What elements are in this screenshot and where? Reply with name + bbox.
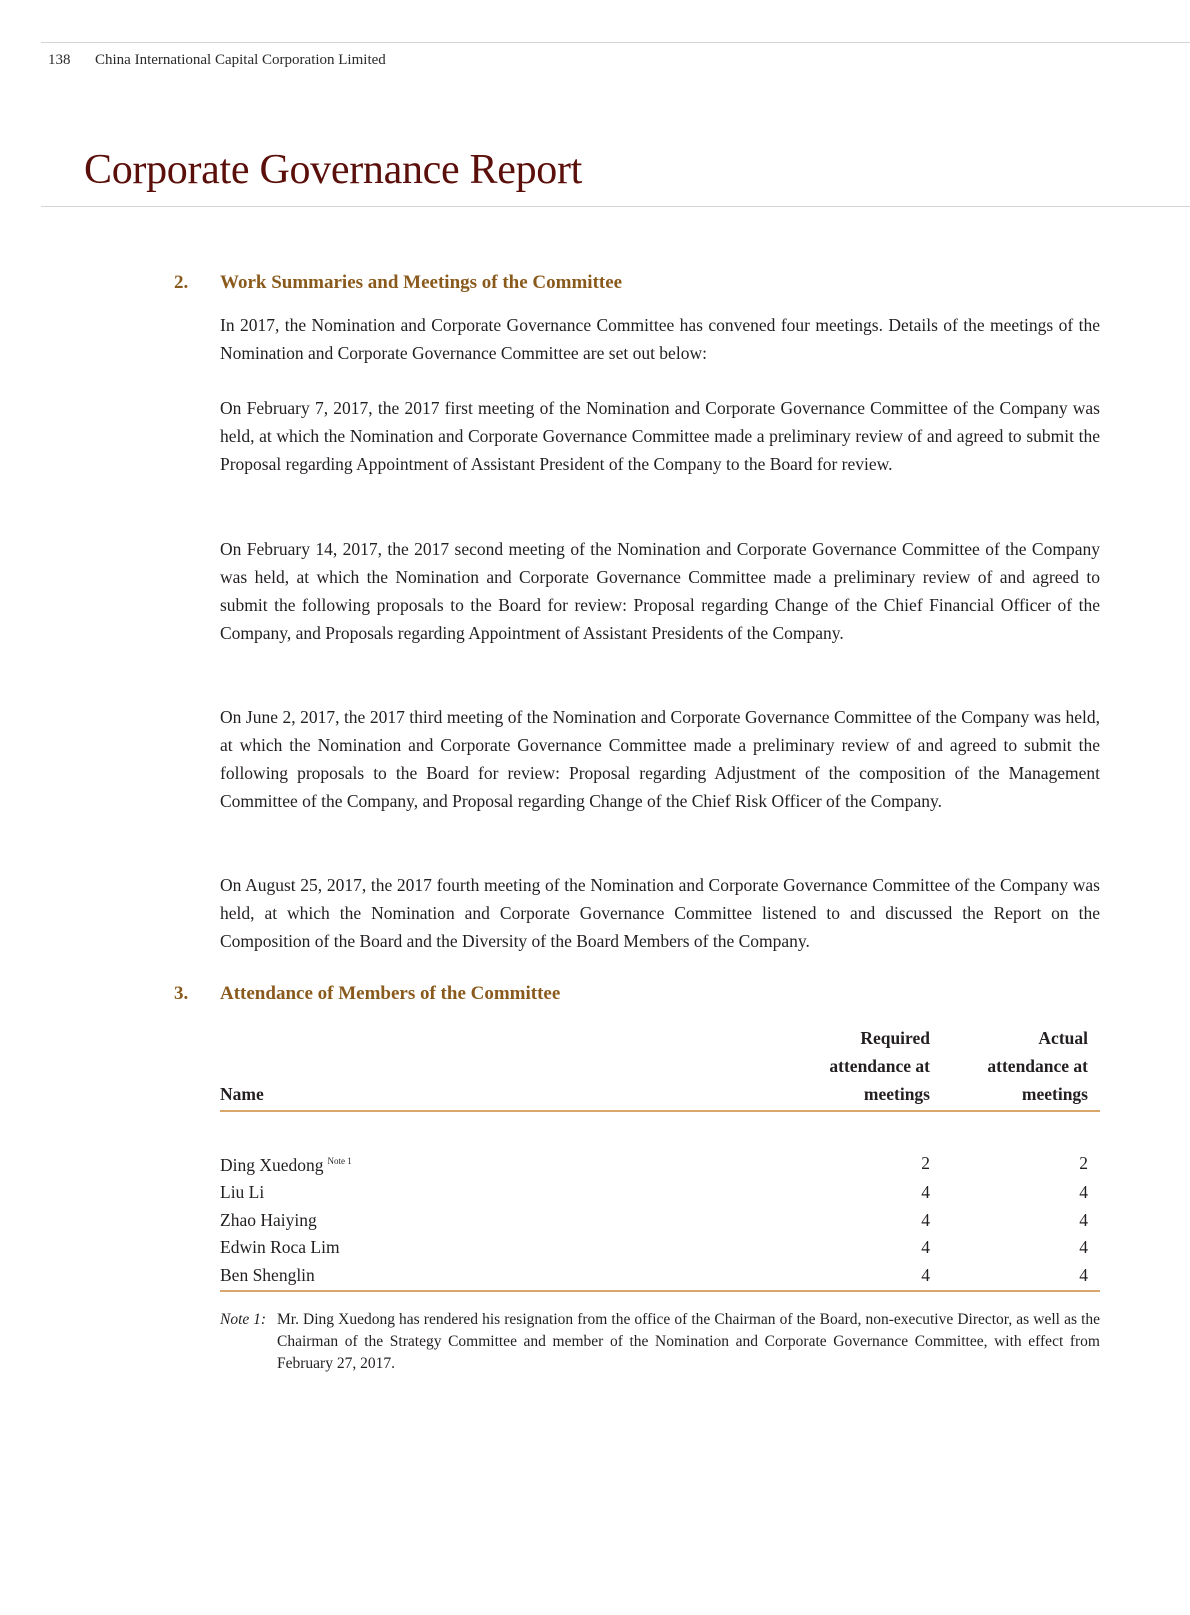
- actual-attendance: 2: [1079, 1152, 1088, 1173]
- member-name: Ding Xuedong $^{Note 1}$: [220, 1154, 352, 1175]
- required-attendance: 4: [921, 1209, 930, 1230]
- footnote-label: Note 1:: [220, 1311, 267, 1328]
- note-reference: Note 1: [327, 1156, 352, 1166]
- table-header-row: [220, 1024, 1100, 1111]
- table-row: [220, 1262, 1100, 1292]
- required-attendance: 4: [800, 1262, 930, 1292]
- required-attendance: 4: [921, 1182, 930, 1203]
- table-row: [220, 1207, 1100, 1235]
- table-spacer: [220, 1111, 1100, 1148]
- actual-attendance: 4: [1079, 1182, 1088, 1203]
- meeting-paragraph-4: On August 25, 2017, the 2017 fourth meeting of the Nomination and Corporate Governance Committee of the Company was held, at which the Nomination and Corporate Governance Committee listened to and discussed the Report on the Composition of the Board and the Diversity of the Board Members of the Company.: [220, 875, 1100, 951]
- header-required-attendance: [800, 1024, 930, 1111]
- section-2-title: Work Summaries and Meetings of the Committee: [220, 272, 623, 293]
- header-actual-line-1: Actual: [1038, 1028, 1088, 1048]
- header-required-line-3: meetings: [863, 1084, 930, 1104]
- table-row: [220, 1234, 1100, 1262]
- page-number: 138: [48, 52, 71, 68]
- header-actual-line-3: meetings: [1021, 1084, 1088, 1104]
- footnote-text: Mr. Ding Xuedong has rendered his resignation from the office of the Chairman of the Board, non-executive Director, as well as the Chairman of the Strategy Committee and member of the Nomination and Corporate Governance Committee, with effect from February 27, 2017.: [277, 1311, 1100, 1372]
- required-attendance: 4: [921, 1237, 930, 1258]
- member-name: Ben Shenglin: [220, 1262, 800, 1292]
- table-row: [220, 1179, 1100, 1207]
- page-title: Corporate Governance Report: [84, 147, 583, 193]
- actual-attendance: 4: [930, 1262, 1100, 1292]
- required-attendance: 2: [921, 1152, 930, 1173]
- header-actual-attendance: [930, 1024, 1100, 1111]
- table-row: [220, 1148, 1100, 1179]
- section-3-title: Attendance of Members of the Committee: [220, 983, 561, 1004]
- section-3-number: 3.: [174, 983, 189, 1004]
- meeting-paragraph-2: On February 14, 2017, the 2017 second meeting of the Nomination and Corporate Governance Committee of the Company was held, at which the Nomination and Corporate Governance Committee made a preliminary review of and agreed to submit the following proposals to the Board for review: Proposal regarding Change of the Chief Financial Officer of the Company, and Proposals regarding Appointment of Assistant Presidents of the Company.: [220, 539, 1100, 643]
- section-2-heading: [174, 272, 622, 294]
- header-required-line-1: Required: [860, 1028, 930, 1048]
- section-2-intro: In 2017, the Nomination and Corporate Governance Committee has convened four meetings. Details of the meetings of the Nomination and Corporate Governance Committee are set out below:: [220, 315, 1100, 363]
- meeting-paragraph-3: On June 2, 2017, the 2017 third meeting of the Nomination and Corporate Governance Committee of the Company was held, at which the Nomination and Corporate Governance Committee made a preliminary review of and agreed to submit the following proposals to the Board for review: Proposal regarding Adjustment of the composition of the Management Committee of the Company, and Proposal regarding Change of the Chief Risk Officer of the Company.: [220, 707, 1100, 811]
- company-name: China International Capital Corporation Limited: [95, 52, 386, 68]
- actual-attendance: 4: [1079, 1237, 1088, 1258]
- header-actual-line-2: attendance at: [987, 1056, 1088, 1076]
- running-header: [48, 52, 386, 69]
- member-name: Edwin Roca Lim: [220, 1237, 340, 1258]
- member-name: Liu Li: [220, 1182, 265, 1203]
- footnote: [220, 1309, 1100, 1375]
- section-2-number: 2.: [174, 272, 189, 293]
- section-3-heading: [174, 983, 560, 1005]
- header-required-line-2: attendance at: [829, 1056, 930, 1076]
- actual-attendance: 4: [1079, 1209, 1088, 1230]
- header-rule: [41, 42, 1190, 43]
- meeting-paragraph-1: On February 7, 2017, the 2017 first meeting of the Nomination and Corporate Governance Committee of the Company was held, at which the Nomination and Corporate Governance Committee made a preliminary review of and agreed to submit the Proposal regarding Appointment of Assistant President of the Company to the Board for review.: [220, 398, 1100, 474]
- title-rule: [41, 206, 1190, 207]
- attendance-table: [220, 1024, 1100, 1292]
- member-name: Zhao Haiying: [220, 1209, 317, 1230]
- header-name: Name: [220, 1024, 800, 1111]
